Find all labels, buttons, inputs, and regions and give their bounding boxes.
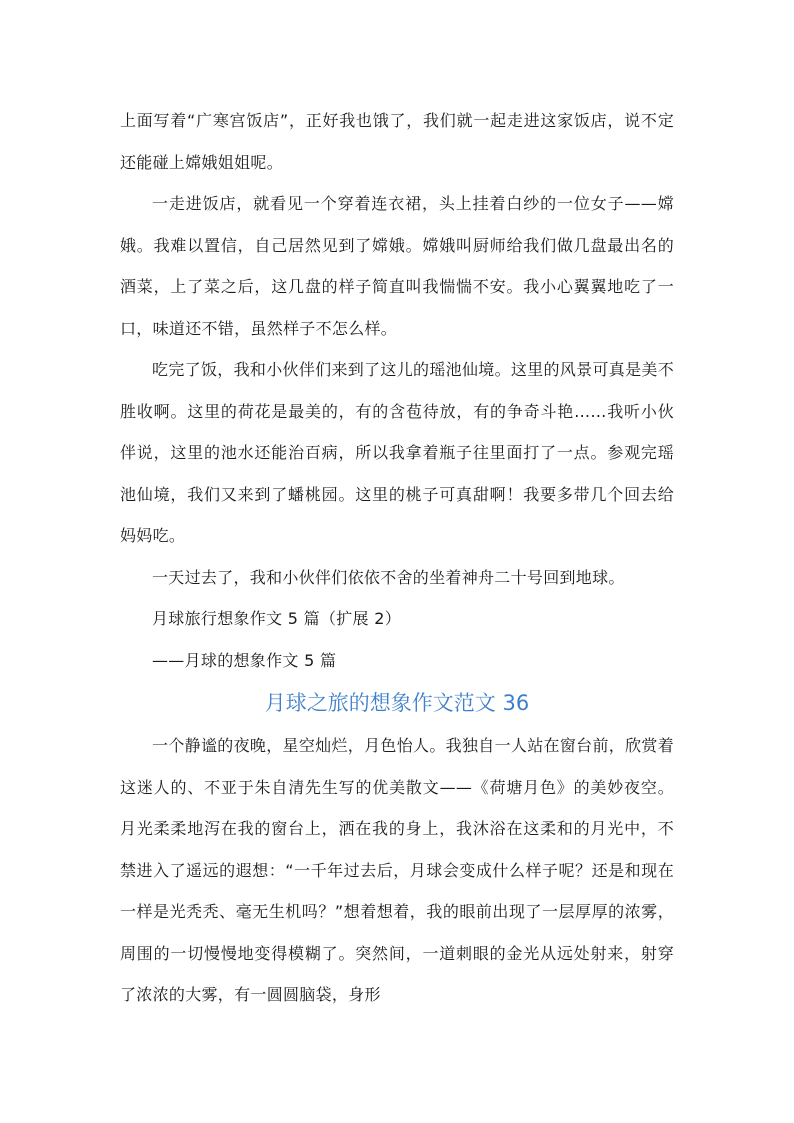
extension-note: 月球旅行想象作文 5 篇（扩展 2） — [152, 609, 402, 628]
document-page — [120, 100, 674, 1016]
paragraph-restaurant-sign: 上面写着“广寒宫饭店”，正好我也饿了，我们就一起走进这家饭店，说不定还能碰上嫦娥姐姐呢。 — [120, 111, 674, 172]
paragraph-change-meet: 一走进饭店，就看见一个穿着连衣裙，头上挂着白纱的一位女子——嫦娥。我难以置信，自己居然见到了嫦娥。嫦娥叫厨师给我们做几盘最出名的酒菜，上了菜之后，这几盘的样子简直叫我惴惴不安。我小心翼翼地吃了一口，味道还不错，虽然样子不怎么样。 — [120, 194, 674, 338]
paragraph-return-to-earth: 一天过去了，我和小伙伴们依依不舍的坐着神舟二十号回到地球。 — [152, 567, 625, 587]
essay-heading: 月球之旅的想象作文范文 36 — [264, 691, 530, 715]
subtitle-line: ——月球的想象作文 5 篇 — [152, 650, 337, 670]
paragraph-quiet-night: 一个静谧的夜晚，星空灿烂，月色怡人。我独自一人站在窗台前，欣赏着这迷人的、不亚于朱自清先生写的优美散文——《荷塘月色》的美妙夜空。月光柔柔地泻在我的窗台上，洒在我的身上，我沐浴在这柔和的月光中，不禁进入了遥远的遐想：“一千年过去后，月球会变成什么样子呢？还是和现在一样是光秃秃、毫无生机吗？”想着想着，我的眼前出现了一层厚厚的浓雾，周围的一切慢慢地变得模糊了。突然间，一道刺眼的金光从远处射来，射穿了浓浓的大雾，有一圆圆脑袋，身形 — [120, 736, 674, 1004]
paragraph-yaochi-wonderland: 吃完了饭，我和小伙伴们来到了这儿的瑶池仙境。这里的风景可真是美不胜收啊。这里的荷花是最美的，有的含苞待放，有的争奇斗艳……我听小伙伴说，这里的池水还能治百病，所以我拿着瓶子往里面打了一点。参观完瑶池仙境，我们又来到了蟠桃园。这里的桃子可真甜啊！我要多带几个回去给妈妈吃。 — [120, 360, 674, 545]
